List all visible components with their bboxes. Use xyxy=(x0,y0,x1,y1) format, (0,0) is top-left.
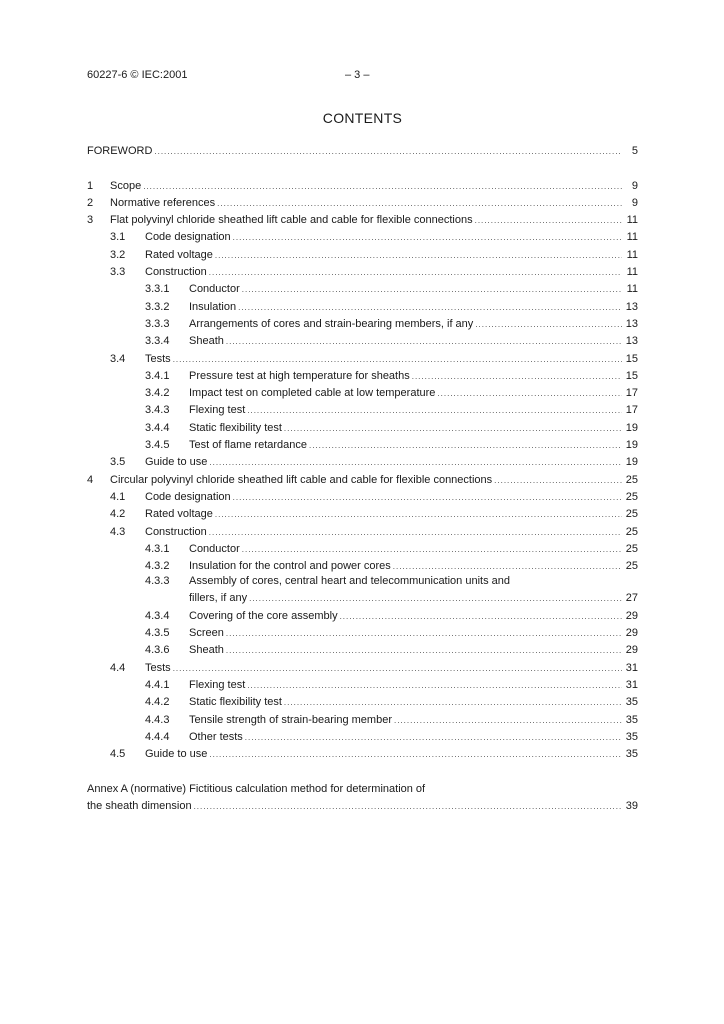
dot-leader xyxy=(226,627,622,640)
toc-entry[interactable] xyxy=(87,452,638,469)
toc-entry-label: Covering of the core assembly xyxy=(189,609,338,622)
toc-entry[interactable] xyxy=(87,727,638,744)
toc-entry-page: 13 xyxy=(625,317,638,330)
toc-entry-label: Tensile strength of strain-bearing member xyxy=(189,713,392,726)
toc-entry-label: Rated voltage xyxy=(145,248,213,261)
toc-entry-number: 3.5 xyxy=(110,456,126,469)
toc-entry-page: 25 xyxy=(625,490,638,503)
toc-entry-number: 3.1 xyxy=(110,231,126,244)
toc-entry[interactable] xyxy=(87,366,638,383)
dot-leader xyxy=(242,283,622,296)
toc-entry-foreword[interactable] xyxy=(87,141,638,158)
toc-entry-number: 3.4 xyxy=(110,352,126,365)
toc-entry-page: 17 xyxy=(625,404,638,417)
dot-leader xyxy=(154,145,622,158)
toc-entry-label: Sheath xyxy=(189,644,224,657)
toc-entry[interactable] xyxy=(87,175,638,192)
toc-entry-label: Circular polyvinyl chloride sheathed lift cable and cable for flexible connections xyxy=(110,473,493,486)
dot-leader xyxy=(143,180,622,193)
toc-entry-label: Construction xyxy=(145,525,207,538)
toc-entry-annex-a-continuation[interactable] xyxy=(87,796,638,813)
page-header xyxy=(87,69,638,85)
toc-entry[interactable] xyxy=(87,657,638,674)
toc-entry-page: 29 xyxy=(625,644,638,657)
toc-entry-label-continued: the sheath dimension xyxy=(87,800,192,813)
dot-leader xyxy=(209,456,622,469)
toc-entry-label: Guide to use xyxy=(145,456,208,469)
dot-leader xyxy=(475,214,622,227)
toc-entry-page: 11 xyxy=(626,214,638,227)
toc-entry-number: 3.4.2 xyxy=(145,387,170,400)
toc-entry-label: Construction xyxy=(145,266,207,279)
toc-entry-label: Guide to use xyxy=(145,748,208,761)
toc-entry-label: Insulation xyxy=(189,300,237,313)
dot-leader xyxy=(215,249,622,262)
page-title: CONTENTS xyxy=(322,110,403,126)
toc-entry-label: FOREWORD xyxy=(87,145,153,158)
toc-entry-page: 9 xyxy=(631,179,638,192)
toc-entry[interactable] xyxy=(87,279,638,296)
toc-entry-page: 19 xyxy=(625,439,638,452)
toc-entry-number: 4.4.4 xyxy=(145,730,170,743)
dot-leader xyxy=(194,800,622,813)
toc-entry-number: 4.3.2 xyxy=(145,560,170,573)
toc-entry[interactable] xyxy=(87,573,638,588)
toc-entry-number: 4.4.3 xyxy=(145,713,170,726)
toc-entry-label: Conductor xyxy=(189,283,240,296)
toc-entry-page: 5 xyxy=(631,145,638,158)
toc-entry[interactable] xyxy=(87,348,638,365)
toc-entry-number: 3.3.4 xyxy=(145,335,170,348)
toc-entry-number: 3.3.2 xyxy=(145,300,170,313)
toc-entry-number: 3 xyxy=(87,214,94,227)
toc-entry-label: Tests xyxy=(145,661,171,674)
toc-entry-page: 25 xyxy=(625,473,638,486)
toc-entry[interactable] xyxy=(87,417,638,434)
toc-entry-page: 13 xyxy=(625,300,638,313)
dot-leader xyxy=(173,353,622,366)
toc-entry-number: 4.2 xyxy=(110,508,126,521)
dot-leader xyxy=(247,404,622,417)
toc-entry-number: 4.3.4 xyxy=(145,609,170,622)
toc-entry-number: 3.4.5 xyxy=(145,439,170,452)
toc-entry[interactable] xyxy=(87,539,638,556)
dot-leader xyxy=(233,231,622,244)
toc-entry[interactable] xyxy=(87,709,638,726)
toc-entry[interactable] xyxy=(87,504,638,521)
toc-entry-label: Sheath xyxy=(189,335,224,348)
toc-entry-page: 35 xyxy=(625,713,638,726)
toc-entry[interactable] xyxy=(87,692,638,709)
toc-entry-page: 29 xyxy=(625,609,638,622)
toc-entry-label: Static flexibility test xyxy=(189,696,282,709)
toc-entry-number: 3.3.1 xyxy=(145,283,170,296)
table-of-contents xyxy=(87,141,638,813)
toc-entry[interactable] xyxy=(87,487,638,504)
toc-entry-page: 31 xyxy=(625,678,638,691)
toc-entry-label: Flat polyvinyl chloride sheathed lift cable and cable for flexible connections xyxy=(110,214,473,227)
toc-entry-page: 9 xyxy=(631,196,638,209)
toc-entry-page: 17 xyxy=(625,387,638,400)
toc-entry-number: 3.3.3 xyxy=(145,317,170,330)
toc-entry-label: Flexing test xyxy=(189,404,246,417)
toc-entry[interactable] xyxy=(87,262,638,279)
toc-entry-page: 11 xyxy=(626,283,638,296)
dot-leader xyxy=(238,301,622,314)
toc-entry-number: 4.3.3 xyxy=(145,575,170,588)
toc-entry-page: 35 xyxy=(625,748,638,761)
toc-entry[interactable] xyxy=(87,400,638,417)
toc-entry[interactable] xyxy=(87,244,638,261)
toc-entry-page: 15 xyxy=(625,352,638,365)
dot-leader xyxy=(249,592,622,605)
toc-entry-page: 13 xyxy=(625,335,638,348)
toc-entry-label: Normative references xyxy=(110,196,216,209)
toc-entry-number: 4 xyxy=(87,473,94,486)
toc-entry[interactable] xyxy=(87,193,638,210)
dot-leader xyxy=(394,714,622,727)
toc-entry[interactable] xyxy=(87,296,638,313)
toc-entry-label: Impact test on completed cable at low temperature xyxy=(189,387,436,400)
toc-entry-page: 11 xyxy=(626,231,638,244)
toc-entry-number: 1 xyxy=(87,179,94,192)
dot-leader xyxy=(173,662,622,675)
dot-leader xyxy=(209,526,622,539)
toc-entry-label: Arrangements of cores and strain-bearing members, if any xyxy=(189,317,474,330)
toc-entry-label: Code designation xyxy=(145,231,231,244)
toc-entry-number: 3.2 xyxy=(110,248,126,261)
toc-entry[interactable] xyxy=(87,210,638,227)
dot-leader xyxy=(245,731,622,744)
toc-entry-label: Code designation xyxy=(145,490,231,503)
dot-leader xyxy=(393,560,622,573)
toc-entry-number: 2 xyxy=(87,196,94,209)
dot-leader xyxy=(242,543,622,556)
toc-entry-number: 3.4.3 xyxy=(145,404,170,417)
toc-entry-page: 35 xyxy=(625,730,638,743)
toc-entry[interactable] xyxy=(87,331,638,348)
page-number: – 3 – xyxy=(345,69,370,81)
toc-entry[interactable] xyxy=(87,383,638,400)
dot-leader xyxy=(209,748,622,761)
toc-entry-number: 3.4.4 xyxy=(145,421,170,434)
toc-entry-page: 25 xyxy=(625,508,638,521)
toc-entry[interactable] xyxy=(87,314,638,331)
toc-entry-label: Screen xyxy=(189,627,224,640)
toc-entry[interactable] xyxy=(87,640,638,657)
toc-entry-page: 29 xyxy=(625,627,638,640)
dot-leader xyxy=(309,439,622,452)
toc-entry[interactable] xyxy=(87,623,638,640)
dot-leader xyxy=(494,474,622,487)
toc-entry-page: 11 xyxy=(626,248,638,261)
dot-leader xyxy=(437,387,622,400)
toc-entry-number: 3.4.1 xyxy=(145,369,170,382)
toc-entry[interactable] xyxy=(87,435,638,452)
toc-entry-label: Flexing test xyxy=(189,678,246,691)
toc-entry-page: 31 xyxy=(625,661,638,674)
toc-entry-label: Rated voltage xyxy=(145,508,213,521)
dot-leader xyxy=(209,266,622,279)
toc-entry[interactable] xyxy=(87,605,638,622)
toc-entry-page: 15 xyxy=(625,369,638,382)
toc-entry-page: 19 xyxy=(625,456,638,469)
toc-entry-label: Pressure test at high temperature for sheaths xyxy=(189,369,410,382)
dot-leader xyxy=(215,508,622,521)
toc-entry[interactable] xyxy=(87,227,638,244)
toc-entry[interactable] xyxy=(87,469,638,486)
document-id: 60227-6 © IEC:2001 xyxy=(87,69,188,81)
toc-entry-number: 4.3.5 xyxy=(145,627,170,640)
toc-entry-number: 4.3.6 xyxy=(145,644,170,657)
toc-entry-number: 4.5 xyxy=(110,748,126,761)
toc-entry[interactable] xyxy=(87,675,638,692)
toc-entry-continuation[interactable] xyxy=(87,588,638,605)
dot-leader xyxy=(412,370,622,383)
toc-entry-number: 4.4 xyxy=(110,661,126,674)
dot-leader xyxy=(247,679,622,692)
toc-entry-annex-a[interactable] xyxy=(87,781,638,796)
dot-leader xyxy=(226,644,622,657)
toc-entry-page: 25 xyxy=(625,542,638,555)
toc-entry-number: 4.3 xyxy=(110,525,126,538)
toc-entry-page: 19 xyxy=(625,421,638,434)
dot-leader xyxy=(284,696,622,709)
toc-entry-page: 25 xyxy=(625,560,638,573)
toc-entry-number: 3.3 xyxy=(110,266,126,279)
toc-entry-number: 4.1 xyxy=(110,490,126,503)
toc-entry-label: Tests xyxy=(145,352,171,365)
toc-entry-label-continued: fillers, if any xyxy=(189,592,248,605)
toc-entry-number: 4.3.1 xyxy=(145,542,170,555)
toc-entry[interactable] xyxy=(87,521,638,538)
toc-entry-label: Annex A (normative) Fictitious calculation method for determination of xyxy=(87,783,426,796)
dot-leader xyxy=(226,335,622,348)
toc-entry-label: Conductor xyxy=(189,542,240,555)
dot-leader xyxy=(340,610,622,623)
toc-entry-label: Scope xyxy=(110,179,142,192)
toc-entry-label: Insulation for the control and power cores xyxy=(189,560,391,573)
toc-entry-page: 11 xyxy=(626,266,638,279)
toc-entry-page: 27 xyxy=(625,592,638,605)
toc-entry-label: Other tests xyxy=(189,730,243,743)
toc-entry-number: 4.4.2 xyxy=(145,696,170,709)
dot-leader xyxy=(284,422,622,435)
toc-entry-label: Test of flame retardance xyxy=(189,439,308,452)
dot-leader xyxy=(475,318,622,331)
toc-entry-page: 25 xyxy=(625,525,638,538)
dot-leader xyxy=(233,491,622,504)
toc-entry-number: 4.4.1 xyxy=(145,678,170,691)
toc-entry[interactable] xyxy=(87,556,638,573)
dot-leader xyxy=(217,197,622,210)
toc-entry[interactable] xyxy=(87,744,638,761)
toc-entry-page: 39 xyxy=(625,800,638,813)
toc-entry-page: 35 xyxy=(625,696,638,709)
toc-entry-label: Assembly of cores, central heart and telecommunication units and xyxy=(189,575,510,588)
toc-entry-label: Static flexibility test xyxy=(189,421,282,434)
